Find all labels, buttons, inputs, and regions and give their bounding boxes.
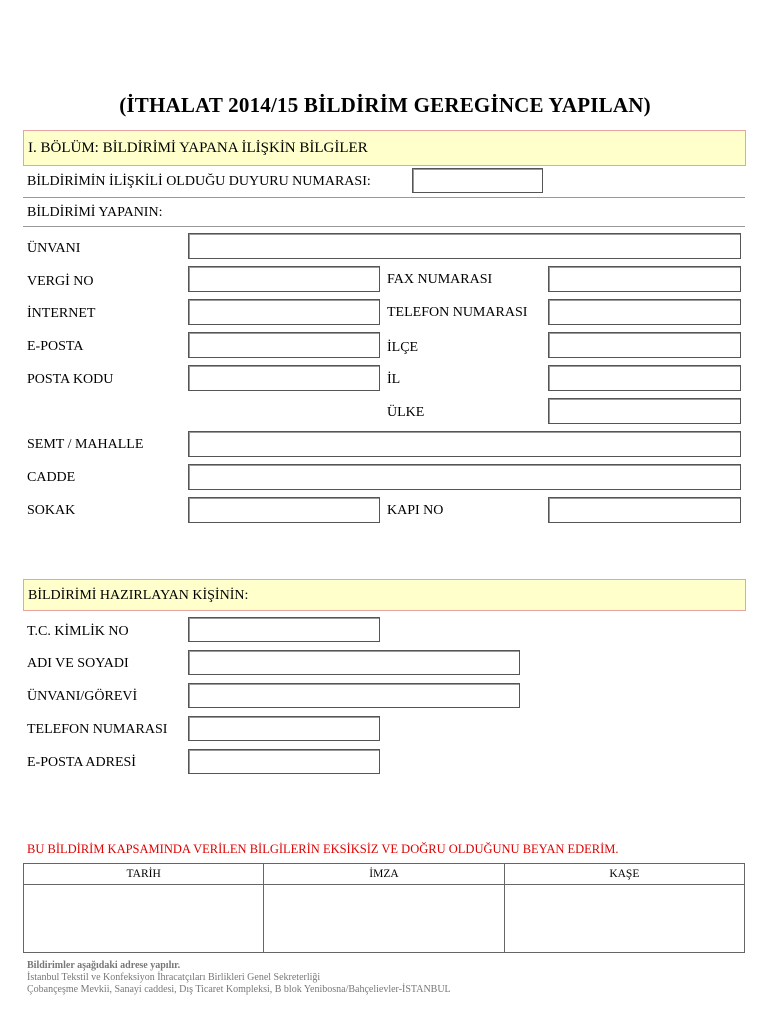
neighborhood-input[interactable] (188, 431, 741, 457)
divider (23, 226, 745, 227)
declaration-text: BU BİLDİRİM KAPSAMINDA VERİLEN BİLGİLERİN EKSİKSİZ VE DOĞRU OLDUĞUNU BEYAN EDERİM. (27, 842, 619, 856)
postal-code-label: POSTA KODU (27, 372, 114, 387)
door-number-input[interactable] (548, 497, 741, 523)
section-1-heading: I. BÖLÜM: BİLDİRİMİ YAPANA İLİŞKİN BİLGİLER (23, 130, 746, 166)
phone-input[interactable] (548, 299, 741, 325)
street-label: SOKAK (27, 503, 76, 518)
stamp-header: KAŞE (504, 864, 744, 885)
footer-address (27, 960, 451, 996)
phone-label: TELEFON NUMARASI (387, 305, 528, 320)
signature-cell[interactable] (264, 885, 504, 953)
avenue-label: CADDE (27, 470, 76, 485)
footer-line-2: İstanbul Tekstil ve Konfeksiyon İhracatçıları Birlikleri Genel Sekreterliği (27, 972, 321, 983)
tax-number-input[interactable] (188, 266, 380, 292)
province-input[interactable] (548, 365, 741, 391)
tc-id-label: T.C. KİMLİK NO (27, 624, 129, 639)
province-label: İL (387, 372, 401, 387)
email-label: E-POSTA (27, 339, 84, 354)
avenue-input[interactable] (188, 464, 741, 490)
neighborhood-label: SEMT / MAHALLE (27, 437, 144, 452)
announcement-number-label: BİLDİRİMİN İLİŞKİLİ OLDUĞU DUYURU NUMARASI: (27, 174, 371, 189)
footer-line-1: Bildirimler aşağıdaki adrese yapılır. (27, 960, 181, 971)
door-number-label: KAPI NO (387, 503, 444, 518)
declarant-label: BİLDİRİMİ YAPANIN: (27, 205, 163, 220)
postal-code-input[interactable] (188, 365, 380, 391)
email-input[interactable] (188, 332, 380, 358)
full-name-label: ADI VE SOYADI (27, 656, 129, 671)
date-cell[interactable] (24, 885, 264, 953)
tc-id-input[interactable] (188, 617, 380, 642)
section-2-heading: BİLDİRİMİ HAZIRLAYAN KİŞİNİN: (23, 579, 746, 611)
preparer-phone-input[interactable] (188, 716, 380, 741)
country-label: ÜLKE (387, 405, 425, 420)
country-input[interactable] (548, 398, 741, 424)
preparer-email-label: E-POSTA ADRESİ (27, 755, 136, 770)
title-label: ÜNVANI (27, 241, 81, 256)
footer-line-3: Çobançeşme Mevkii, Sanayi caddesi, Dış Ticaret Kompleksi, B blok Yenibosna/Bahçelievler-İSTANBUL (27, 984, 451, 995)
date-header: TARİH (24, 864, 264, 885)
position-label: ÜNVANI/GÖREVİ (27, 689, 138, 704)
district-label: İLÇE (387, 340, 419, 355)
district-input[interactable] (548, 332, 741, 358)
stamp-cell[interactable] (504, 885, 744, 953)
preparer-email-input[interactable] (188, 749, 380, 774)
page-title: (İTHALAT 2014/15 BİLDİRİM GEREGİNCE YAPILAN) (119, 93, 651, 117)
divider (23, 197, 745, 198)
preparer-phone-label: TELEFON NUMARASI (27, 722, 168, 737)
signature-table (23, 863, 745, 953)
position-input[interactable] (188, 683, 520, 708)
title-input[interactable] (188, 233, 741, 259)
street-input[interactable] (188, 497, 380, 523)
tax-number-label: VERGİ NO (27, 274, 94, 289)
full-name-input[interactable] (188, 650, 520, 675)
fax-input[interactable] (548, 266, 741, 292)
internet-label: İNTERNET (27, 306, 96, 321)
internet-input[interactable] (188, 299, 380, 325)
announcement-number-input[interactable] (412, 168, 543, 193)
fax-label: FAX NUMARASI (387, 272, 493, 287)
signature-header: İMZA (264, 864, 504, 885)
